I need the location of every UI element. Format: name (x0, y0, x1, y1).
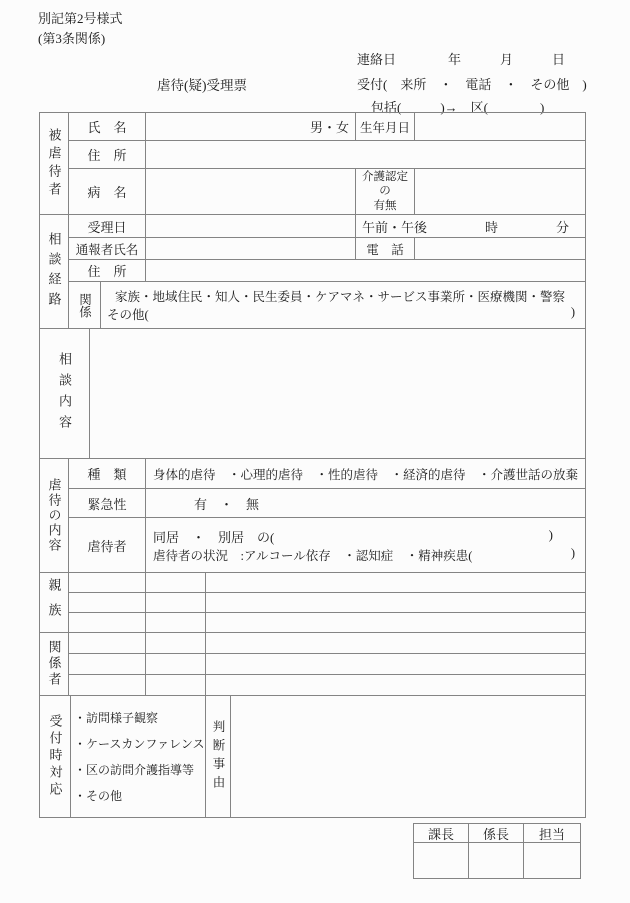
field-label-reporter-name: 通報者氏名 (69, 238, 146, 260)
approval-stamp-cell (414, 843, 469, 879)
form-title: 虐待(疑)受理票 (157, 78, 247, 93)
form-reference: (第3条関係) (38, 31, 106, 46)
relation-other-line: その他( ) (107, 305, 575, 322)
field-abuse-type-options: 身体的虐待 ・心理的虐待 ・性的虐待 ・経済的虐待 ・介護世話の放棄 (146, 459, 586, 489)
field-victim-address-blank (146, 141, 586, 169)
relatives-row-cell (146, 593, 206, 613)
approval-stamp-cell (469, 843, 524, 879)
field-label-abuser: 虐待者 (69, 518, 146, 573)
related-persons-row-cell (69, 654, 146, 675)
contact-date-line: 連絡日 年 月 日 (357, 52, 566, 67)
relation-options-line: 家族・地域住民・知人・民生委員・ケアマネ・サービス事業所・医療機関・警察 (115, 290, 566, 304)
field-label-disease: 病 名 (69, 169, 146, 215)
relatives-row-cell (69, 593, 146, 613)
approval-stamp-cell (524, 843, 581, 879)
field-accept-date-blank (146, 215, 356, 238)
relatives-row-cell (206, 573, 586, 593)
relatives-row-cell (69, 613, 146, 633)
section-label-victim: 被虐待者 (40, 113, 69, 215)
relatives-row-cell (146, 613, 206, 633)
relatives-row-cell (206, 613, 586, 633)
field-label-victim-name: 氏 名 (69, 113, 146, 141)
field-birthdate-blank (415, 113, 586, 141)
form-code: 別記第2号様式 (38, 11, 123, 26)
field-label-birthdate: 生年月日 (356, 113, 415, 141)
field-victim-name-with-gender: 男・女 (146, 113, 356, 141)
field-abuser-details (146, 518, 586, 573)
main-form-table (39, 112, 586, 818)
reception-method-line: 受付( 来所 ・ 電話 ・ その他 ) (357, 77, 587, 92)
section-label-related-persons: 関係者 (40, 633, 69, 696)
section-label-route: 相談経路 (40, 215, 69, 329)
field-judgement-reason-blank (231, 696, 586, 818)
related-persons-row-cell (206, 633, 586, 654)
related-persons-row-cell (146, 633, 206, 654)
relatives-row-cell (146, 573, 206, 593)
hour-label: 時 (484, 219, 498, 235)
relatives-row-cell (206, 593, 586, 613)
approval-header-subsection-chief: 係長 (469, 824, 524, 843)
section-label-relatives: 親族 (40, 573, 69, 633)
related-persons-row-cell (69, 633, 146, 654)
related-persons-row-cell (206, 654, 586, 675)
field-relation-options (101, 282, 586, 329)
field-label-phone: 電 話 (356, 238, 415, 260)
section-label-consult-content: 相談内容 (40, 329, 90, 459)
abuser-condition-line: 虐待者の状況 :アルコール依存 ・認知症 ・精神疾患( ) (153, 545, 575, 563)
field-label-accept-date: 受理日 (69, 215, 146, 238)
abuser-living-line: 同居 ・ 別居 の( ) (153, 526, 553, 545)
response-option: ・区の訪問介護指導等 (74, 762, 195, 777)
field-label-victim-address: 住 所 (69, 141, 146, 169)
approval-header-section-chief: 課長 (414, 824, 469, 843)
field-disease-blank (146, 169, 356, 215)
section-label-response: 受付時対応 (40, 696, 71, 818)
field-label-care-certification: 介護認定 の 有無 (356, 169, 415, 215)
approval-table (413, 823, 581, 879)
field-response-options (71, 696, 206, 818)
related-persons-row-cell (146, 654, 206, 675)
related-persons-row-cell (206, 675, 586, 696)
routing-line: 包括( )→ 区( ) (371, 100, 545, 115)
field-care-certification-blank (415, 169, 586, 215)
related-persons-row-cell (69, 675, 146, 696)
field-label-reporter-address: 住 所 (69, 260, 146, 282)
field-consult-content-blank (90, 329, 586, 459)
field-urgency-options: 有 ・ 無 (146, 489, 586, 518)
relatives-row-cell (69, 573, 146, 593)
minute-label: 分 (555, 219, 569, 235)
ampm-options: 午前・午後 (362, 219, 428, 235)
response-option: ・訪問様子観察 (74, 710, 159, 725)
field-reporter-name-blank (146, 238, 356, 260)
field-label-abuse-type: 種 類 (69, 459, 146, 489)
related-persons-row-cell (146, 675, 206, 696)
field-reporter-address-blank (146, 260, 586, 282)
approval-header-staff: 担当 (524, 824, 581, 843)
field-label-relation: 関係 (69, 282, 101, 329)
field-label-urgency: 緊急性 (69, 489, 146, 518)
response-option: ・ケースカンファレンス (74, 736, 205, 751)
section-label-abuse: 虐待の内容 (40, 459, 69, 573)
field-label-judgement-reason: 判断事由 (206, 696, 231, 818)
field-accept-time (356, 215, 586, 238)
response-option: ・その他 (74, 788, 123, 803)
field-phone-blank (415, 238, 586, 260)
